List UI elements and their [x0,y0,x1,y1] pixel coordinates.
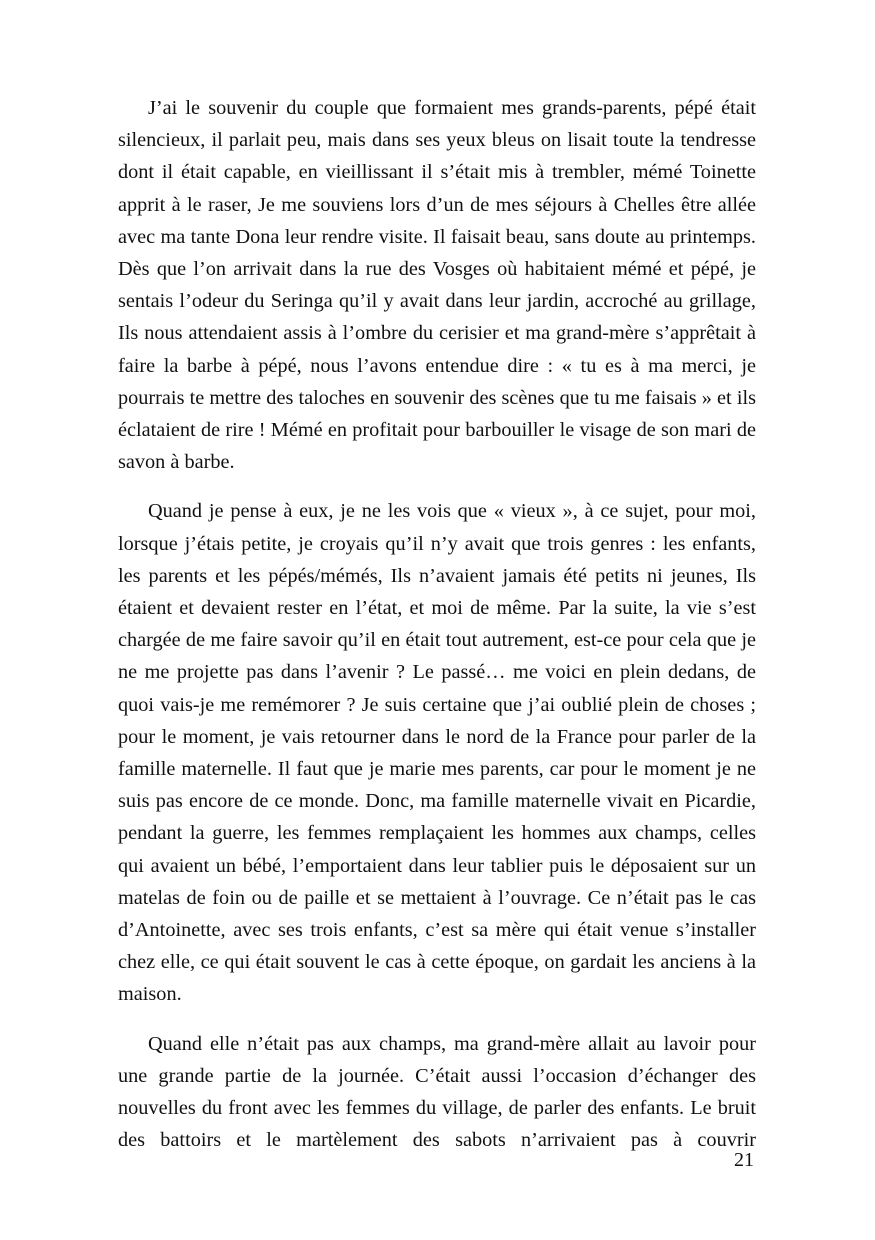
paragraph-grandparents-memory: J’ai le souvenir du couple que formaient mes grands-parents, pépé était silencieux, il parlait peu, mais dans ses yeux bleus on lisait toute la tendresse dont il était capable, en vieillissant il s’était mis à trembler, mémé Toinette apprit à le raser, Je me souviens lors d’un de mes séjours à Chelles être allée avec ma tante Dona leur rendre visite. Il faisait beau, sans doute au printemps. Dès que l’on arrivait dans la rue des Vosges où habitaient mémé et pépé, je sentais l’odeur du Seringa qu’il y avait dans leur jardin, accroché au grillage, Ils nous attendaient assis à l’ombre du cerisier et ma grand-mère s’apprêtait à faire la barbe à pépé, nous l’avons entendue dire : « tu es à ma merci, je pourrais te mettre des taloches en souvenir des scènes que tu me faisais » et ils éclataient de rire ! Mémé en profitait pour barbouiller le visage de son mari de savon à barbe. [118,97,756,474]
paragraph-lavoir: Quand elle n’était pas aux champs, ma grand-mère allait au lavoir pour une grande partie de la journée. C’était aussi l’occasion d’échanger des nouvelles du front avec les femmes du village, de parler des enfants. Le bruit des battoirs et le martèlement des sabots n’arrivaient pas à couvrir [118,1032,756,1152]
page-number: 21 [734,1149,754,1171]
body-text [118,92,756,1174]
paragraph-old-people-and-family: Quand je pense à eux, je ne les vois que « vieux », à ce sujet, pour moi, lorsque j’étais petite, je croyais qu’il n’y avait que trois genres : les enfants, les parents et les pépés/mémés, Ils n’avaient jamais été petits ni jeunes, Ils étaient et devaient rester en l’état, et moi de même. Par la suite, la vie s’est chargée de me faire savoir qu’il en était tout autrement, est-ce pour cela que je ne me projette pas dans l’avenir ? Le passé… me voici en plein dedans, de quoi vais-je me remémorer ? Je suis certaine que j’ai oublié plein de choses ; pour le moment, je vais retourner dans le nord de la France pour parler de la famille maternelle. Il faut que je marie mes parents, car pour le moment je ne suis pas encore de ce monde. Donc, ma famille maternelle vivait en Picardie, pendant la guerre, les femmes remplaçaient les hommes aux champs, celles qui avaient un bébé, l’emportaient dans leur tablier puis le déposaient sur un matelas de foin ou de paille et se mettaient à l’ouvrage. Ce n’était pas le cas d’Antoinette, avec ses trois enfants, c’est sa mère qui était venue s’installer chez elle, ce qui était souvent le cas à cette époque, on gardait les anciens à la maison. [118,500,756,1006]
